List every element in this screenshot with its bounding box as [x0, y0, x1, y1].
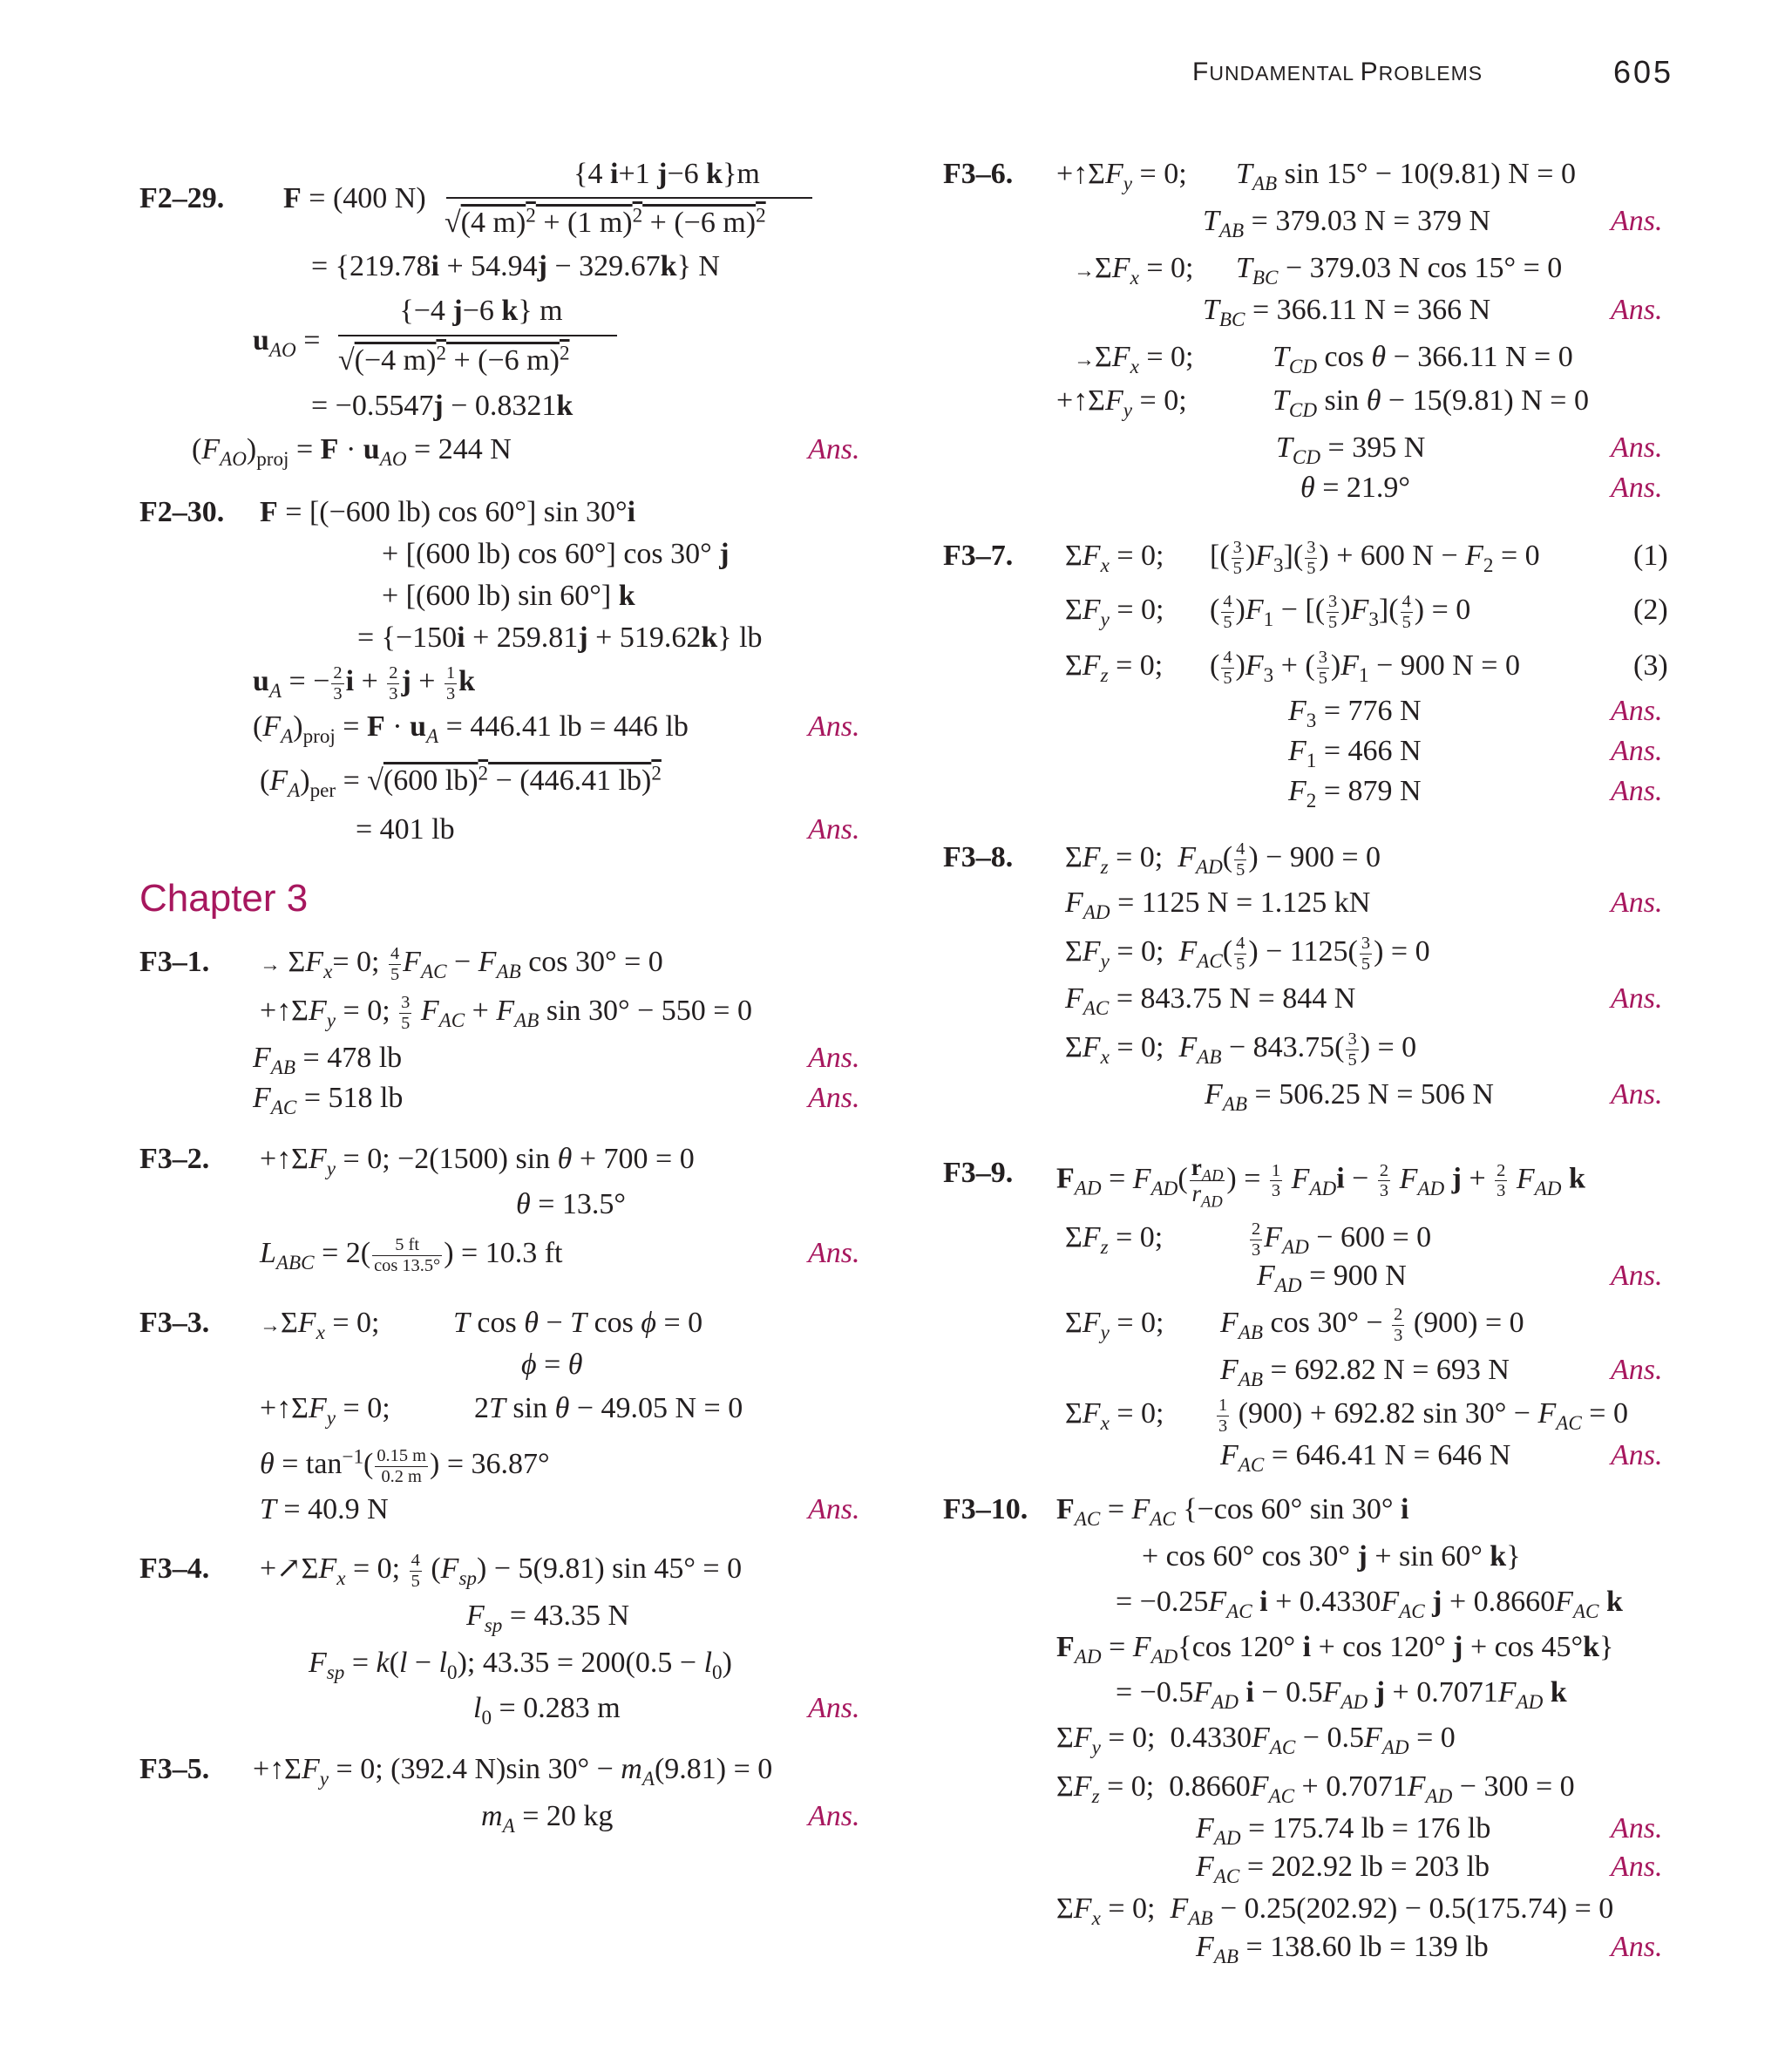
f3-9-line-1: $F_{AD} = F_{AD}$( $r_{AD}$ $r_{AD}$ ) = $\frac{1}{3}$ $F_{AD}i$ − $\frac{2}{3}$ $F_{AD}$ j + $\frac{2}{3}$ $F_{AD}$ k: [1056, 1154, 1585, 1211]
problem-label-f3-1: F3–1.: [139, 946, 210, 978]
f3-7-eq-number: (1): [1633, 540, 1668, 572]
f3-10-line-7: $\Sigma F_z = 0$; $0.8660F_{AC} + 0.7071F_{AD} - 300 = 0$: [1056, 1770, 1575, 1809]
problem-label-f3-7: F3–7.: [943, 540, 1014, 572]
f2-29-uao-denominator: √(−4 m)$^2$ + (−6 m)$^2$: [338, 342, 570, 377]
f3-6-line-1b: $T_{AB}$ sin 15° − 10(9.81) N = 0: [1236, 158, 1576, 196]
f2-29-line-5: $(F_{AO})_{proj} = F \cdot u_{AO} = 244$ N: [192, 433, 512, 472]
f3-6-line-3b: $T_{BC} - 379.03$ N cos 15° = 0: [1236, 252, 1563, 290]
page-number: 605: [1613, 54, 1674, 90]
answer-tag: Ans.: [1611, 431, 1663, 464]
f3-9-line-5: $F_{AB} = 692.82$ N = 693 N: [1220, 1354, 1510, 1392]
f3-10-line-1: $F_{AC} = F_{AC}$ {−cos 60° sin 30° i: [1056, 1493, 1409, 1532]
f3-10-line-4: $F_{AD} = F_{AD}\{\cos$ 120° i + cos 120° j + cos 45°k}: [1056, 1631, 1614, 1669]
answer-tag: Ans.: [1611, 1354, 1663, 1386]
f2-30-line-1: F = [(−600 lb) cos 60°] sin 30°i: [260, 496, 636, 528]
f3-9-line-3: $F_{AD} = 900$ N: [1257, 1260, 1407, 1298]
answer-tag: Ans.: [1611, 1812, 1663, 1844]
f3-7-line-6: $F_2 = 879$ N: [1288, 775, 1422, 813]
f3-2-line-3: $L_{ABC} = 2$( $\frac{5 ft}{\cos 13.5^\circ}$ ) = 10.3 ft: [260, 1235, 563, 1275]
answer-tag: Ans.: [1611, 735, 1663, 767]
f3-7-eq-number: (3): [1633, 649, 1668, 682]
f3-1-line-1: → $\Sigma F_x= 0$; $\frac{4}{5}$ $F_{AC} - F_{AB}$ cos 30° = 0: [260, 944, 663, 984]
f3-9-line-2b: $\frac{2}{3}$ $F_{AD} - 600 = 0$: [1252, 1219, 1432, 1260]
f3-7-eq-number: (2): [1633, 594, 1668, 626]
f3-6-line-6b: $T_{CD}$ sin θ − 15(9.81) N = 0: [1273, 384, 1589, 423]
f3-7-line-2b: ( $\frac{4}{5}$ )$F_1$ − [( $\frac{3}{5}$ )$F_3$]( $\frac{4}{5}$ ) = 0: [1210, 592, 1471, 632]
problem-label-f3-4: F3–4.: [139, 1552, 210, 1585]
f3-4-line-2: $F_{sp} = 43.35$ N: [466, 1600, 630, 1638]
answer-tag: Ans.: [1611, 472, 1663, 504]
f2-30-line-5: $u_A$ = − $\frac{2}{3}$ i + $\frac{2}{3}$ j + $\frac{1}{3}$ k: [253, 663, 476, 703]
f3-3-line-4: $\theta = \tan^{-1}$( $\frac{0.15 m}{0.2 m}$ ) = 36.87°: [260, 1445, 550, 1486]
answer-tag: Ans.: [808, 433, 860, 465]
f2-29-lhs: F = (400 N): [283, 182, 426, 214]
f3-9-line-6b: $\frac{1}{3}$ (900) + 692.82 $\sin 30^\circ - F_{AC} = 0$: [1218, 1396, 1628, 1436]
f3-6-line-6a: $+↑\Sigma F_y = 0$;: [1056, 384, 1187, 423]
f3-9-line-4b: $F_{AB}$ cos 30° − $\frac{2}{3}$ (900) = 0: [1220, 1305, 1524, 1345]
f3-2-line-1: $+↑\Sigma F_y = 0$; −2(1500) sin θ + 700 = 0: [260, 1143, 695, 1181]
f3-8-line-1: $\Sigma F_z = 0$; $F_{AD}$( $\frac{4}{5}$ ) − 900 = 0: [1065, 839, 1381, 880]
f2-30-line-3: + [(600 lb) sin 60°] k: [382, 580, 635, 612]
f3-7-line-4: $F_3 = 776$ N: [1288, 695, 1422, 733]
chapter-heading: Chapter 3: [139, 877, 309, 920]
answer-tag: Ans.: [1611, 1851, 1663, 1883]
f3-9-line-6a: $\Sigma F_x = 0$;: [1065, 1397, 1164, 1436]
f3-6-line-5a: $\to\Sigma F_x = 0$;: [1074, 341, 1194, 379]
f2-30-line-4: = {−150i + 259.81j + 519.62k} lb: [357, 622, 763, 654]
problem-label-f2-29: F2–29.: [139, 182, 225, 214]
problem-label-f3-8: F3–8.: [943, 841, 1014, 873]
f3-3-line-1b: T cos θ − T cos ϕ = 0: [453, 1307, 703, 1339]
f3-6-line-8: θ = 21.9°: [1300, 472, 1410, 504]
answer-tag: Ans.: [1611, 1931, 1663, 1963]
f2-29-uao-lhs: $u_{AO}$ =: [253, 324, 321, 363]
answer-tag: Ans.: [1611, 294, 1663, 326]
answer-tag: Ans.: [808, 1692, 860, 1724]
f3-8-line-4: $F_{AC} = 843.75$ N = 844 N: [1065, 982, 1356, 1021]
problem-label-f3-5: F3–5.: [139, 1753, 210, 1785]
f3-6-line-2: $T_{AB} = 379.03$ N = 379 N: [1203, 205, 1491, 243]
answer-tag: Ans.: [808, 710, 860, 743]
f3-7-line-1a: $\Sigma F_x = 0$;: [1065, 540, 1164, 578]
answer-tag: Ans.: [808, 1800, 860, 1832]
f3-2-line-2: θ = 13.5°: [516, 1188, 626, 1220]
answer-tag: Ans.: [1611, 1078, 1663, 1111]
f3-3-line-1a: $\to\Sigma F_x = 0$;: [260, 1307, 380, 1345]
f3-7-line-5: $F_1 = 466$ N: [1288, 735, 1422, 773]
f3-1-line-3: $F_{AB} = 478$ lb: [253, 1042, 403, 1080]
problem-label-f3-10: F3–10.: [943, 1493, 1028, 1525]
f3-9-line-4a: $\Sigma F_y = 0$;: [1065, 1307, 1164, 1345]
problem-label-f3-9: F3–9.: [943, 1157, 1014, 1189]
f2-30-line-2: + [(600 lb) cos 60°] cos 30° j: [382, 538, 730, 570]
f3-7-line-3b: ( $\frac{4}{5}$ )$F_3$ + ( $\frac{3}{5}$ )$F_1 - 900$ N = 0: [1210, 648, 1520, 688]
f3-10-line-5: = $-0.5F_{AD}$ $i - 0.5F_{AD}$ $j + 0.7071F_{AD}$ k: [1116, 1676, 1567, 1715]
problem-label-f2-30: F2–30.: [139, 496, 225, 528]
f3-3-line-3b: 2T sin θ − 49.05 N = 0: [474, 1392, 743, 1424]
f3-6-line-3a: $\to\Sigma F_x = 0$;: [1074, 252, 1194, 290]
f2-29-uao-fraction-bar: [338, 335, 617, 336]
f2-29-denominator: √(4 m)$^2$ + (1 m)$^2$ + (−6 m)$^2$: [445, 204, 766, 239]
problem-label-f3-3: F3–3.: [139, 1307, 210, 1339]
answer-tag: Ans.: [808, 1082, 860, 1114]
f2-29-fraction-bar: [446, 197, 812, 199]
answer-tag: Ans.: [1611, 887, 1663, 919]
answer-tag: Ans.: [808, 813, 860, 846]
answer-tag: Ans.: [808, 1042, 860, 1074]
f3-3-line-5: T = 40.9 N: [260, 1493, 389, 1525]
running-header: FUNDAMENTAL PROBLEMS: [1192, 58, 1483, 86]
answer-tag: Ans.: [1611, 982, 1663, 1015]
answer-tag: Ans.: [1611, 1439, 1663, 1471]
f3-6-line-7: $T_{CD} = 395$ N: [1276, 431, 1426, 470]
f3-10-line-3: = $-0.25F_{AC}$ $i + 0.4330F_{AC}$ $j + 0.8660F_{AC}$ k: [1116, 1586, 1623, 1624]
f3-10-line-11: $F_{AB} = 138.60$ lb = 139 lb: [1196, 1931, 1489, 1969]
f3-10-line-10: $\Sigma F_x = 0$; $F_{AB} - 0.25(202.92) - 0.5(175.74) = 0$: [1056, 1892, 1614, 1931]
answer-tag: Ans.: [1611, 775, 1663, 807]
f3-5-line-2: $m_A = 20$ kg: [481, 1800, 614, 1838]
f2-29-uao-numerator: {−4 j−6 k} m: [399, 295, 563, 327]
f3-4-line-1: $+↗\Sigma F_x = 0$; $\frac{4}{5}$ $(F_{sp}) - 5(9.81)$ sin 45° = 0: [260, 1551, 743, 1591]
f3-4-line-4: $l_0 = 0.283$ m: [473, 1692, 621, 1730]
f3-8-line-3: $\Sigma F_y = 0$; $F_{AC}$( $\frac{4}{5}$ ) − 1125( $\frac{3}{5}$ ) = 0: [1065, 934, 1430, 974]
f3-8-line-2: $F_{AD} = 1125$ N = 1.125 kN: [1065, 887, 1371, 925]
f3-4-line-3: $F_{sp} = k(l - l_0)$; $43.35 = 200(0.5 - l_0)$: [309, 1647, 732, 1685]
f2-29-line-4: = −0.5547j − 0.8321k: [311, 390, 574, 422]
f3-9-line-7: $F_{AC} = 646.41$ N = 646 N: [1220, 1439, 1511, 1478]
f3-7-line-1b: [( $\frac{3}{5}$ )$F_3$]( $\frac{3}{5}$ ) + 600 $N - F_2 = 0$: [1210, 538, 1540, 578]
f3-8-line-6: $F_{AB} = 506.25$ N = 506 N: [1205, 1078, 1494, 1117]
f3-7-line-3a: $\Sigma F_z = 0$;: [1065, 649, 1164, 688]
f3-10-line-6: $\Sigma F_y = 0$; $0.4330F_{AC} - 0.5F_{AD} = 0$: [1056, 1722, 1456, 1760]
f3-5-line-1: $+↑\Sigma F_y = 0$; (392.4 N)sin $30^\circ - m_A(9.81) = 0$: [253, 1753, 773, 1791]
f2-30-line-8: = 401 lb: [356, 813, 455, 846]
answer-tag: Ans.: [808, 1237, 860, 1269]
f3-6-line-4: $T_{BC} = 366.11$ N = 366 N: [1203, 294, 1491, 332]
f3-6-line-5b: $T_{CD}$ cos θ − 366.11 N = 0: [1273, 341, 1573, 379]
problem-label-f3-6: F3–6.: [943, 158, 1014, 190]
f3-10-line-8: $F_{AD} = 175.74$ lb = 176 lb: [1196, 1812, 1491, 1851]
f2-30-line-7: $(F_A)_{per} = √(600$ lb)$^2$ − (446.41 lb)$^2$: [260, 762, 662, 803]
f3-6-line-1a: $+↑\Sigma F_y = 0$;: [1056, 158, 1187, 196]
f2-30-line-6: $(F_A)_{proj} = F \cdot u_A = 446.41$ lb = 446 lb: [253, 710, 689, 749]
f2-29-line-2: = {219.78i + 54.94j − 329.67k} N: [311, 250, 720, 282]
f3-8-line-5: $\Sigma F_x = 0$; $F_{AB} - 843.75$( $\frac{3}{5}$ ) = 0: [1065, 1029, 1417, 1070]
answer-tag: Ans.: [1611, 1260, 1663, 1292]
f3-10-line-9: $F_{AC} = 202.92$ lb = 203 lb: [1196, 1851, 1490, 1889]
f3-10-line-2: + cos 60° cos 30° j + sin 60° k}: [1142, 1540, 1521, 1573]
problem-label-f3-2: F3–2.: [139, 1143, 210, 1175]
f3-1-line-2: $+↑\Sigma F_y = 0$; $\frac{3}{5}$ $F_{AC} + F_{AB}$ sin 30° − 550 = 0: [260, 993, 752, 1033]
answer-tag: Ans.: [1611, 205, 1663, 237]
f3-3-line-2: ϕ = θ: [521, 1348, 583, 1381]
f3-3-line-3a: $+↑\Sigma F_y = 0$;: [260, 1392, 390, 1430]
answer-tag: Ans.: [1611, 695, 1663, 727]
f3-1-line-4: $F_{AC} = 518$ lb: [253, 1082, 404, 1120]
answer-tag: Ans.: [808, 1493, 860, 1525]
f3-7-line-2a: $\Sigma F_y = 0$;: [1065, 594, 1164, 632]
f2-29-numerator: {4 i+1 j−6 k}m: [574, 158, 760, 190]
f3-9-line-2a: $\Sigma F_z = 0$;: [1065, 1221, 1164, 1260]
